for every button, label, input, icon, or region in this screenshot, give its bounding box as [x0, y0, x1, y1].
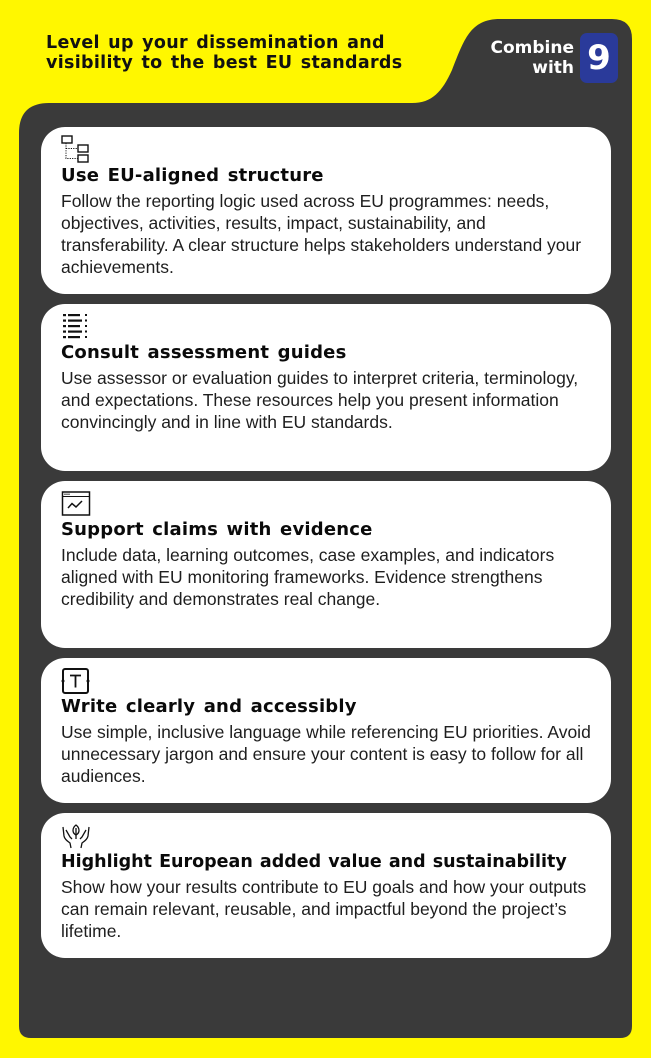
card-body: Include data, learning outcomes, case examples, and indicators aligned with EU monitoring frameworks. Evidence strengthens credibility and demonstrates real change. [61, 545, 555, 609]
card-write-clearly [41, 658, 611, 803]
card-body: Show how your results contribute to EU goals and how your outputs can remain relevant, reusable, and impactful beyond the project’s lifetime. [61, 877, 587, 941]
card-body: Use assessor or evaluation guides to interpret criteria, terminology, and expectations. These resources help you present information convincingly and in line with EU standards. [61, 368, 579, 432]
card-european-added-value [41, 813, 611, 958]
hierarchy-tree-icon [61, 135, 91, 165]
card-eu-structure [41, 127, 611, 294]
headline-line-2: visibility to the best EU standards [46, 53, 403, 73]
card-assessment-guides [41, 304, 611, 471]
checklist-icon [61, 312, 91, 342]
card-title: Write clearly and accessibly [61, 696, 357, 717]
headline-line-1: Level up your dissemination and [46, 33, 385, 53]
hands-leaf-icon [61, 821, 91, 851]
card-title: Support claims with evidence [61, 519, 373, 540]
text-box-icon [61, 666, 91, 696]
combine-number: 9 [580, 33, 618, 83]
combine-badge [491, 33, 619, 83]
card-title: Highlight European added value and sustainability [61, 852, 567, 872]
card-title: Consult assessment guides [61, 342, 347, 363]
card-body: Follow the reporting logic used across EU programmes: needs, objectives, activities, results, impact, sustainability, and transferability. A clear structure helps stakeholders understand your achievements. [61, 191, 582, 277]
chart-window-icon [61, 489, 91, 519]
card-evidence [41, 481, 611, 648]
combine-label: Combine with [490, 38, 574, 78]
card-body: Use simple, inclusive language while referencing EU priorities. Avoid unnecessary jargon and ensure your content is easy to follow for all audiences. [61, 722, 591, 786]
card-title: Use EU-aligned structure [61, 165, 324, 186]
